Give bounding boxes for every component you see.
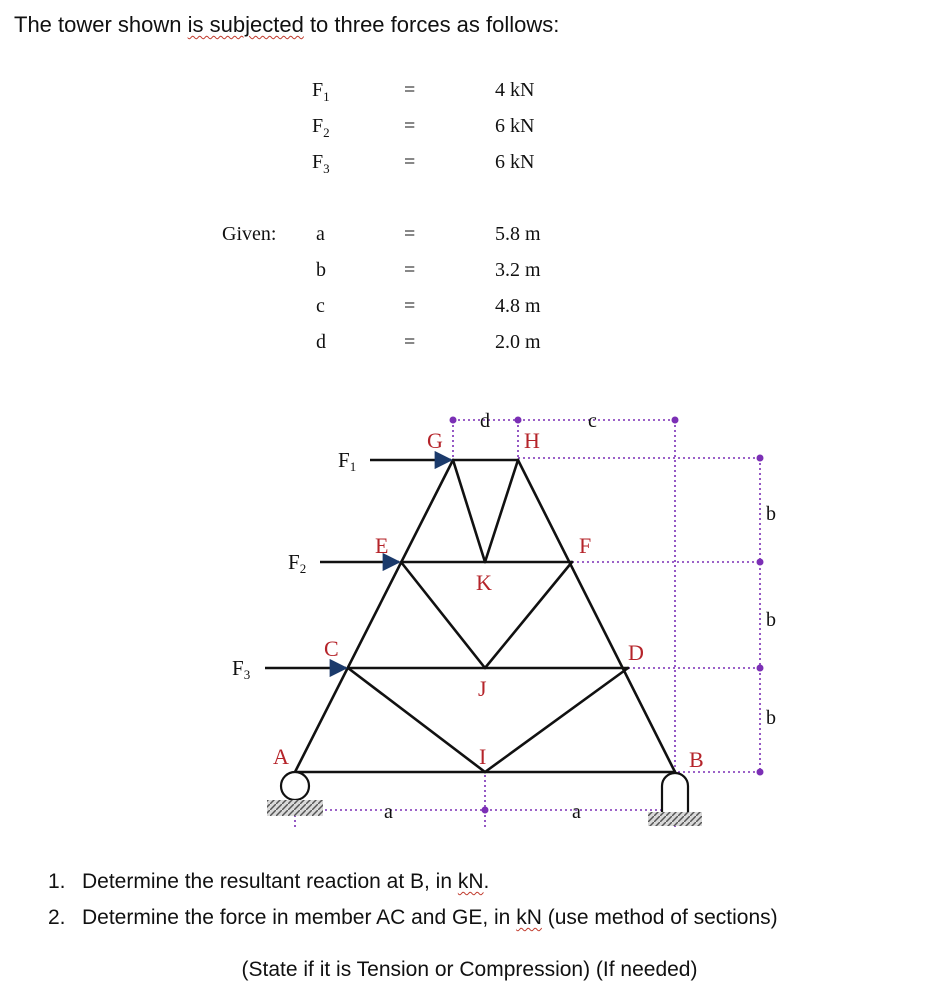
intro-text-after: to three forces as follows: xyxy=(303,12,560,37)
member-CI xyxy=(348,668,485,772)
member-EJ xyxy=(401,562,485,668)
given-value: 3.2 m xyxy=(495,259,541,281)
label-f3: F3 xyxy=(232,656,251,682)
member-left-leg xyxy=(295,460,453,772)
node-label-G: G xyxy=(427,428,443,453)
node-label-F: F xyxy=(579,533,592,558)
node-label-B: B xyxy=(689,747,704,772)
dim-label-c: c xyxy=(588,410,597,432)
problem-intro xyxy=(14,12,559,38)
given-equals: = xyxy=(404,295,416,317)
dim-dot xyxy=(757,665,764,672)
question-1: 1. Determine the resultant reaction at B, in kN. xyxy=(48,870,490,893)
force-value: 4 kN xyxy=(495,79,535,101)
given-value: 4.8 m xyxy=(495,295,541,317)
given-prefix: Given: xyxy=(222,223,277,245)
given-label: a xyxy=(316,223,325,245)
member-HK xyxy=(485,460,518,562)
given-equals: = xyxy=(404,331,416,353)
truss-members xyxy=(295,460,675,772)
dim-label-b-bottom: b xyxy=(766,707,776,729)
member-GK xyxy=(453,460,485,562)
ground-hatch-icon xyxy=(648,812,702,826)
member-DI xyxy=(485,668,628,772)
dim-label-d: d xyxy=(480,410,490,432)
dim-dot xyxy=(757,455,764,462)
node-label-E: E xyxy=(375,533,389,558)
node-label-J: J xyxy=(478,676,487,701)
force-label: $F_3$ xyxy=(312,151,330,176)
dim-dot xyxy=(450,417,457,424)
member-right-leg xyxy=(518,460,675,772)
support-B xyxy=(648,773,702,826)
node-label-I: I xyxy=(479,744,487,769)
dim-dot xyxy=(757,559,764,566)
node-label-H: H xyxy=(524,428,540,453)
given-label: b xyxy=(316,259,326,281)
node-labels xyxy=(273,428,704,772)
dim-label-a-left: a xyxy=(384,801,393,823)
force-value: 6 kN xyxy=(495,151,535,173)
roller-support-icon xyxy=(662,773,688,812)
member-FJ xyxy=(485,562,572,668)
truss-diagram xyxy=(0,380,939,840)
given-equals: = xyxy=(404,223,416,245)
given-value: 2.0 m xyxy=(495,331,541,353)
dim-dot xyxy=(672,417,679,424)
node-label-A: A xyxy=(273,744,289,769)
given-value: 5.8 m xyxy=(495,223,541,245)
node-label-D: D xyxy=(628,640,644,665)
dim-dot xyxy=(757,769,764,776)
dim-label-a-right: a xyxy=(572,801,581,823)
dimension-dots xyxy=(450,417,764,814)
force-value: 6 kN xyxy=(495,115,535,137)
force-label: $F_2$ xyxy=(312,115,330,140)
intro-text-before: The tower shown xyxy=(14,12,188,37)
label-f1: F1 xyxy=(338,448,357,474)
intro-text-flagged: is subjected xyxy=(187,12,304,37)
force-equals: = xyxy=(404,151,416,173)
dim-dot xyxy=(482,807,489,814)
dim-dot xyxy=(515,417,522,424)
given-equals: = xyxy=(404,259,416,281)
dim-label-b-mid: b xyxy=(766,609,776,631)
pin-support-icon xyxy=(281,772,309,800)
given-label: c xyxy=(316,295,325,317)
force-equals: = xyxy=(404,115,416,137)
force-equals: = xyxy=(404,79,416,101)
question-2: 2. Determine the force in member AC and GE, in kN (use method of sections) xyxy=(48,906,778,929)
node-label-K: K xyxy=(476,570,492,595)
dim-label-b-top: b xyxy=(766,503,776,525)
tension-compression-note: (State if it is Tension or Compression) (If needed) xyxy=(241,958,698,981)
force-label: $F_1$ xyxy=(312,79,330,104)
support-A xyxy=(267,772,323,816)
ground-hatch-icon xyxy=(267,800,323,816)
given-label: d xyxy=(316,331,326,353)
node-label-C: C xyxy=(324,636,339,661)
label-f2: F2 xyxy=(288,550,307,576)
